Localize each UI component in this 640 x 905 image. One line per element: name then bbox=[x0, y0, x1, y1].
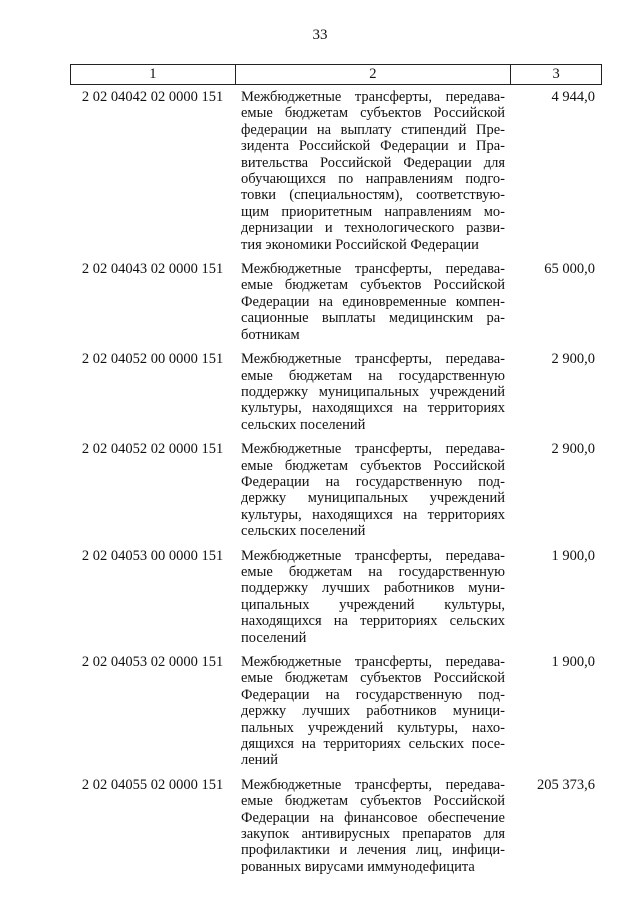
description-line: емые бюджетам субъектов Российской bbox=[241, 277, 505, 294]
description-line: емые бюджетам субъектов Российской bbox=[241, 105, 505, 122]
table-row bbox=[70, 89, 602, 253]
budget-code: 2 02 04042 02 0000 151 bbox=[81, 89, 224, 105]
description-line: сационные выплаты медицинским ра- bbox=[241, 310, 505, 327]
description-line: держку лучших работников муници- bbox=[241, 703, 505, 720]
budget-amount: 1 900,0 bbox=[551, 547, 595, 564]
budget-code: 2 02 04052 00 0000 151 bbox=[81, 351, 224, 368]
description-line: поддержку муниципальных учреждений bbox=[241, 383, 505, 400]
budget-amount: 1 900,0 bbox=[551, 654, 595, 670]
description-line: дящихся на территориях сельских посе- bbox=[241, 736, 505, 753]
description-line: обучающихся по направлениям подго- bbox=[241, 171, 505, 188]
description-line: Межбюджетные трансферты, передава- bbox=[241, 89, 505, 105]
page-number: 33 bbox=[312, 27, 328, 43]
budget-table bbox=[70, 64, 602, 883]
budget-code: 2 02 04055 02 0000 151 bbox=[81, 776, 224, 793]
budget-description bbox=[235, 777, 511, 875]
description-line: Межбюджетные трансферты, передава- bbox=[241, 776, 505, 793]
description-line: Федерации на государственную под- bbox=[241, 473, 505, 490]
budget-description bbox=[235, 548, 511, 646]
description-line: сельских поселений bbox=[241, 523, 366, 540]
description-line: находящихся на территориях сельских bbox=[241, 613, 505, 630]
table-row bbox=[70, 548, 602, 646]
description-line: Межбюджетные трансферты, передава- bbox=[241, 547, 505, 564]
budget-description bbox=[235, 261, 511, 343]
description-line: емые бюджетам субъектов Российской bbox=[241, 793, 505, 810]
description-line: поселений bbox=[241, 629, 307, 646]
budget-description bbox=[235, 441, 511, 539]
description-line: культуры, находящихся на территориях bbox=[241, 506, 505, 523]
description-line: сельских поселений bbox=[241, 416, 366, 433]
description-line: щим приоритетным направлениям мо- bbox=[241, 203, 505, 220]
description-line: емые бюджетам субъектов Российской bbox=[241, 457, 505, 474]
budget-code: 2 02 04043 02 0000 151 bbox=[81, 261, 224, 278]
budget-amount: 205 373,6 bbox=[537, 776, 595, 793]
budget-code: 2 02 04052 02 0000 151 bbox=[81, 441, 224, 458]
table-row bbox=[70, 261, 602, 343]
description-line: зидента Российской Федерации и Пра- bbox=[241, 138, 505, 155]
description-line: тия экономики Российской Федерации bbox=[241, 236, 479, 253]
description-line: Межбюджетные трансферты, передава- bbox=[241, 441, 505, 458]
description-line: держку муниципальных учреждений bbox=[241, 490, 505, 507]
description-line: Межбюджетные трансферты, передава- bbox=[241, 261, 505, 278]
description-line: профилактики и лечения лиц, инфици- bbox=[241, 842, 505, 859]
budget-amount: 4 944,0 bbox=[551, 89, 595, 105]
header-col-3: 3 bbox=[511, 65, 602, 84]
description-line: Федерации на финансовое обеспечение bbox=[241, 809, 505, 826]
description-line: поддержку лучших работников муни- bbox=[241, 580, 505, 597]
description-line: ципальных учреждений культуры, bbox=[241, 596, 505, 613]
description-line: Межбюджетные трансферты, передава- bbox=[241, 654, 505, 670]
description-line: лений bbox=[241, 752, 278, 769]
budget-code: 2 02 04053 00 0000 151 bbox=[81, 547, 224, 564]
budget-amount: 65 000,0 bbox=[544, 261, 595, 278]
table-body bbox=[70, 89, 602, 875]
budget-description bbox=[235, 654, 511, 769]
table-header-row bbox=[70, 64, 602, 85]
header-col-1: 1 bbox=[71, 65, 236, 84]
budget-description bbox=[235, 351, 511, 433]
budget-description bbox=[235, 89, 511, 253]
budget-amount: 2 900,0 bbox=[551, 441, 595, 458]
description-line: Федерации на государственную под- bbox=[241, 686, 505, 703]
table-row bbox=[70, 777, 602, 875]
description-line: товки (специальностям), соответствую- bbox=[241, 187, 505, 204]
header-col-2: 2 bbox=[236, 65, 511, 84]
description-line: емые бюджетам субъектов Российской bbox=[241, 670, 505, 687]
description-line: вительства Российской Федерации для bbox=[241, 154, 505, 171]
description-line: пальных учреждений культуры, нахо- bbox=[241, 719, 505, 736]
description-line: федерации на выплату стипендий Пре- bbox=[241, 121, 505, 138]
description-line: культуры, находящихся на территориях bbox=[241, 400, 505, 417]
description-line: Федерации на единовременные компен- bbox=[241, 293, 505, 310]
description-line: емые бюджетам на государственную bbox=[241, 563, 505, 580]
description-line: ботникам bbox=[241, 326, 300, 343]
budget-code: 2 02 04053 02 0000 151 bbox=[81, 654, 224, 670]
description-line: рованных вирусами иммунодефицита bbox=[241, 858, 475, 875]
budget-amount: 2 900,0 bbox=[551, 351, 595, 368]
description-line: закупок антивирусных препаратов для bbox=[241, 826, 505, 843]
description-line: емые бюджетам на государственную bbox=[241, 367, 505, 384]
description-line: Межбюджетные трансферты, передава- bbox=[241, 351, 505, 368]
table-row bbox=[70, 351, 602, 433]
description-line: дернизации и технологического разви- bbox=[241, 220, 505, 237]
table-row bbox=[70, 441, 602, 539]
table-row bbox=[70, 654, 602, 769]
